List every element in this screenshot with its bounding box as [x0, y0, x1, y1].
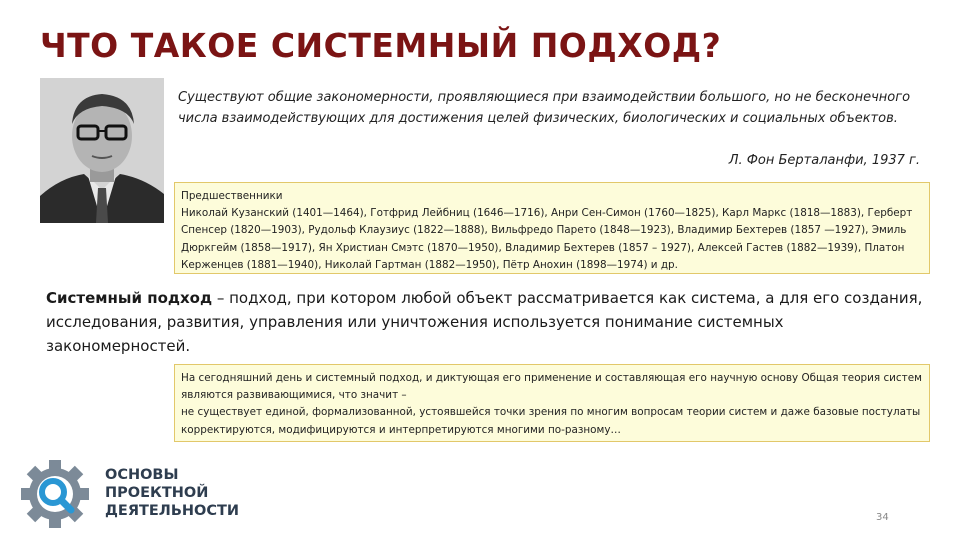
slide-title: ЧТО ТАКОЕ СИСТЕМНЫЙ ПОДХОД?	[40, 26, 722, 65]
quote-author: Л. Фон Берталанфи, 1937 г.	[728, 153, 920, 168]
definition-paragraph	[46, 286, 926, 358]
predecessors-heading: Предшественники	[181, 190, 283, 202]
portrait-illustration	[40, 78, 164, 223]
note-line-2: не существует единой, формализованной, устоявшейся точки зрения по многим вопросам теории систем и даже базовые постулаты корректируются, модифицируются и интерпретируются многими по-разному…	[181, 406, 921, 436]
page-number: 34	[876, 512, 889, 523]
note-box	[174, 364, 930, 442]
logo-line-3: ДЕЯТЕЛЬНОСТИ	[105, 503, 240, 519]
logo-line-2: ПРОЕКТНОЙ	[105, 485, 209, 501]
project-logo	[20, 456, 260, 532]
logo-line-1: ОСНОВЫ	[105, 467, 179, 483]
predecessors-list: Николай Кузанский (1401—1464), Готфрид Лейбниц (1646—1716), Анри Сен-Симон (1760—1825), Карл Маркс (1818—1883), Герберт Спенсер (1820—1903), Рудольф Клаузиус (1822—1888), Вильфредо Парето (1848—1923), Владимир Бехтерев (1857 —1927), Эмиль Дюркгейм (1858—1917), Ян Христиан Смэтс (1870—1950), Владимир Бехтерев (1857 – 1927), Алексей Гастев (1882—1939), Платон Керженцев (1881—1940), Николай Гартман (1882—1950), Пётр Анохин (1898—1974) и др.	[181, 207, 913, 271]
predecessors-box	[174, 182, 930, 274]
quote-text: Существуют общие закономерности, проявляющиеся при взаимодействии большого, но не бесконечного числа взаимодействующих для достижения целей физических, биологических и социальных объектов.	[178, 90, 911, 126]
logo-text	[105, 466, 239, 520]
portrait-photo	[40, 78, 164, 223]
definition-text: – подход, при котором любой объект рассматривается как система, а для его создания, исследования, развития, управления или уничтожения используется понимание системных закономерностей.	[46, 289, 923, 355]
gear-magnifier-icon	[20, 459, 90, 529]
note-line-1: На сегодняшний день и системный подход, и диктующая его применение и составляющая его научную основу Общая теория систем являются развивающимися, что значит –	[181, 372, 922, 402]
definition-term: Системный подход	[46, 289, 213, 307]
